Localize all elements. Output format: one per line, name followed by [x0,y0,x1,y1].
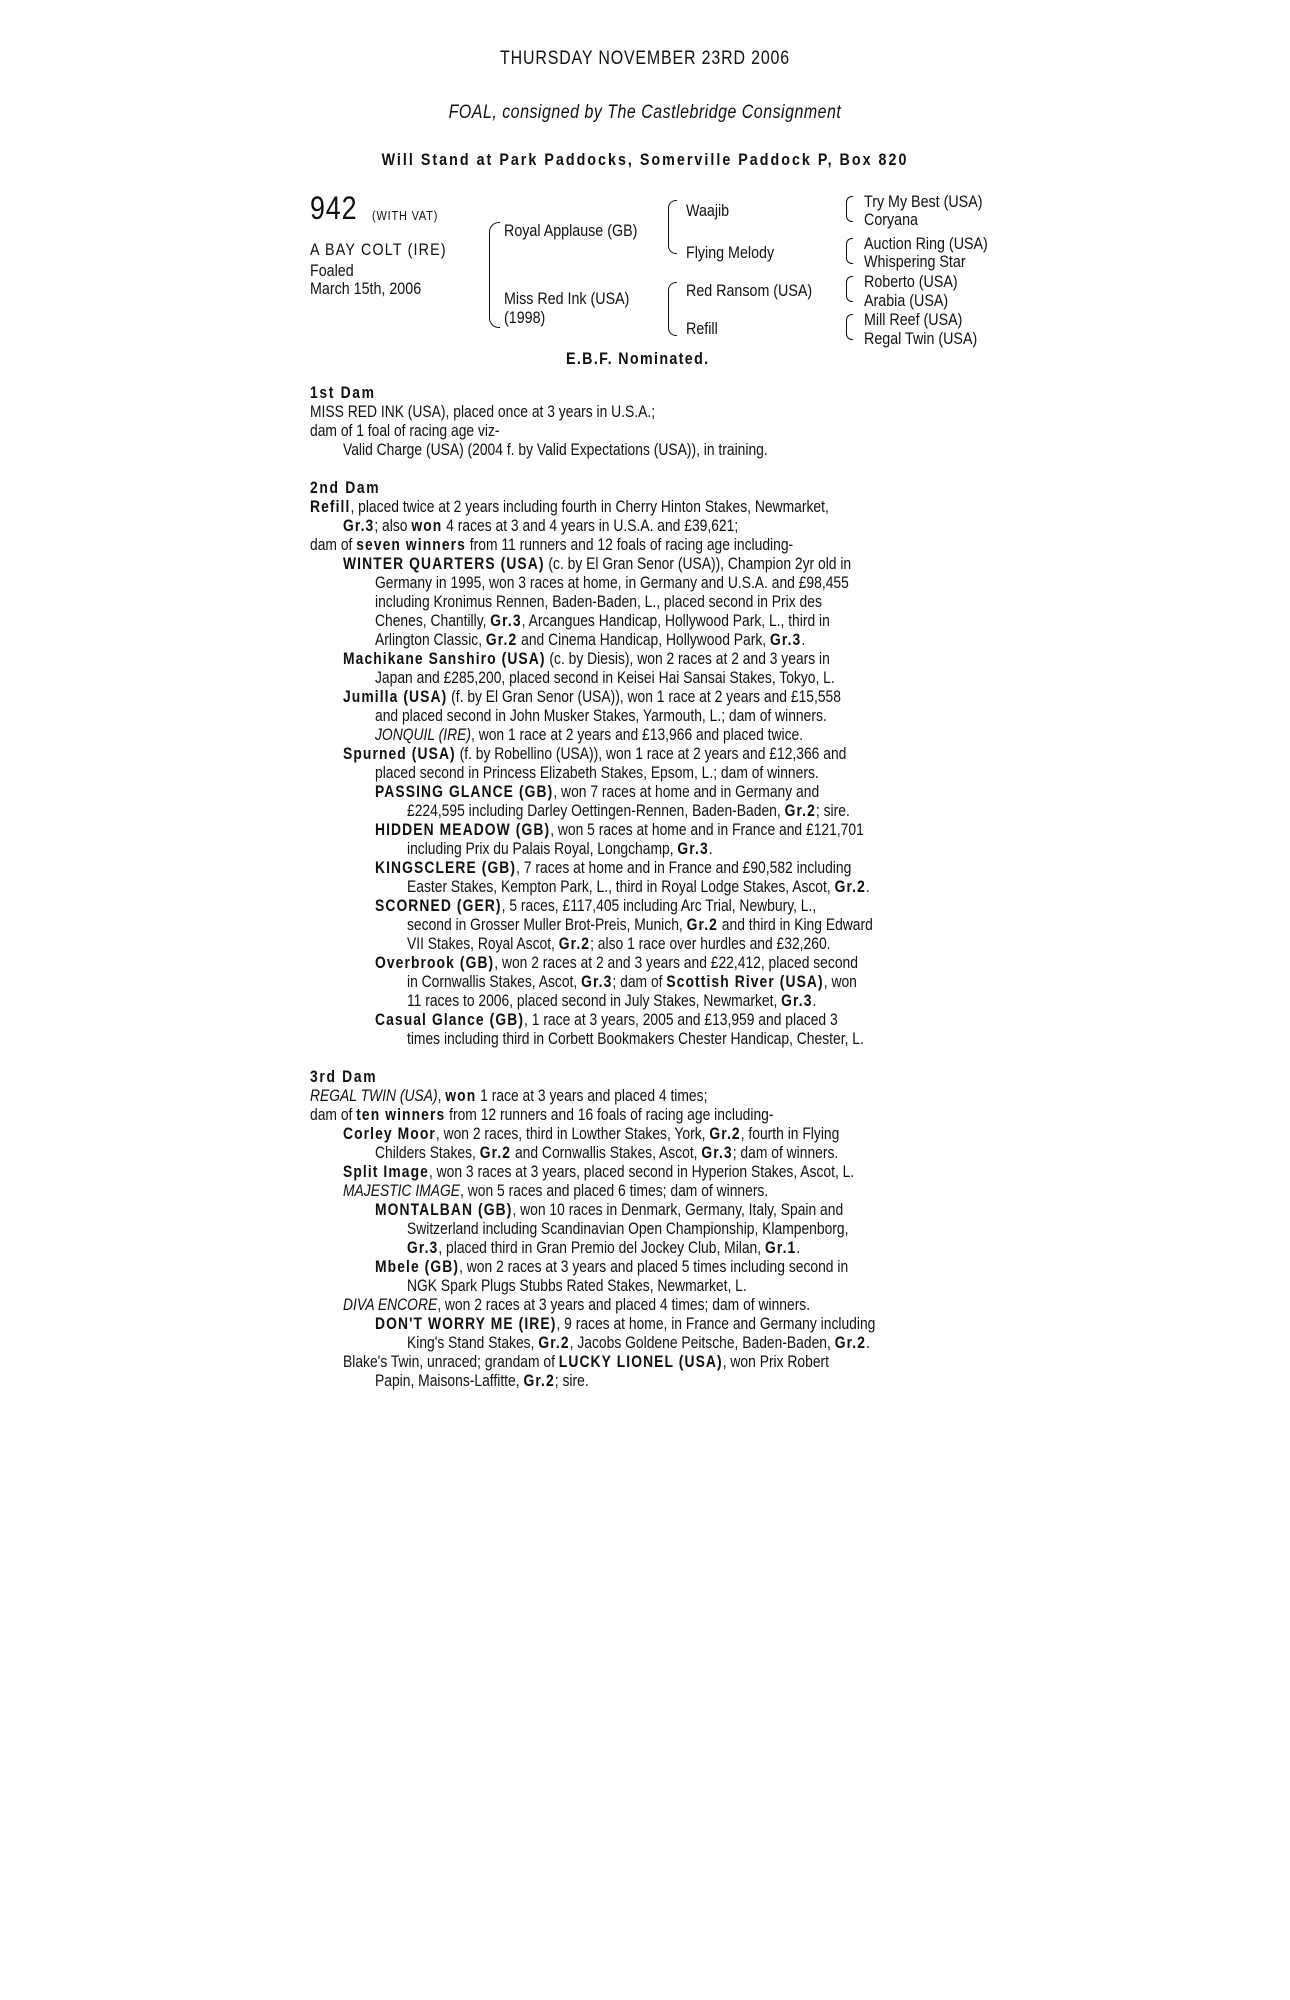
progeny-entry: VII Stakes, Royal Ascot, Gr.2; also 1 race over hurdles and £32,260. [407,935,831,953]
progeny-entry: Casual Glance (GB), 1 race at 3 years, 2005 and £13,959 and placed 3 [375,1011,838,1029]
progeny-entry: and placed second in John Musker Stakes, Yarmouth, L.; dam of winners. [375,707,827,725]
sire-brace [668,200,677,254]
location-line: Will Stand at Park Paddocks, Somerville Paddock P, Box 820 [381,150,909,169]
vat-note: (WITH VAT) [372,208,439,223]
progeny-entry: placed second in Princess Elizabeth Stakes, Epsom, L.; dam of winners. [375,764,819,782]
progeny-entry: SCORNED (GER), 5 races, £117,405 including Arc Trial, Newbury, L., [375,897,817,915]
ggp-brace-4 [846,314,853,340]
progeny-entry: Arlington Classic, Gr.2 and Cinema Handicap, Hollywood Park, Gr.3. [375,631,806,649]
progeny-entry: Gr.3, placed third in Gran Premio del Jockey Club, Milan, Gr.1. [407,1239,801,1257]
progeny-entry: NGK Spark Plugs Stubbs Rated Stakes, Newmarket, L. [407,1277,747,1295]
ebf-nomination: E.B.F. Nominated. [566,349,710,368]
ggp-brace-2 [846,238,853,264]
progeny-entry: HIDDEN MEADOW (GB), won 5 races at home and in France and £121,701 [375,821,864,839]
sire-name: Royal Applause (GB) [504,221,638,240]
sire-dam-brace [489,222,500,328]
progeny-entry: King's Stand Stakes, Gr.2, Jacobs Goldene Peitsche, Baden-Baden, Gr.2. [407,1334,870,1352]
ggp-name: Arabia (USA) [864,291,949,310]
second-dam-line: Refill, placed twice at 2 years including fourth in Cherry Hinton Stakes, Newmarket, [310,498,829,516]
progeny-entry: Jumilla (USA) (f. by El Gran Senor (USA)), won 1 race at 2 years and £15,558 [343,688,841,706]
first-dam-line: MISS RED INK (USA), placed once at 3 years in U.S.A.; [310,403,656,421]
foaled-date: March 15th, 2006 [310,279,422,298]
third-dam-line: dam of ten winners from 12 runners and 16 foals of racing age including- [310,1106,774,1124]
progeny-entry: Overbrook (GB), won 2 races at 2 and 3 years and £22,412, placed second [375,954,858,972]
sire-dam: Flying Melody [686,243,775,262]
progeny-entry: Childers Stakes, Gr.2 and Cornwallis Stakes, Ascot, Gr.3; dam of winners. [375,1144,839,1162]
progeny-entry: Spurned (USA) (f. by Robellino (USA)), won 1 race at 2 years and £12,366 and [343,745,847,763]
progeny-entry: KINGSCLERE (GB), 7 races at home and in France and £90,582 including [375,859,852,877]
first-dam-line: dam of 1 foal of racing age viz- [310,422,500,440]
progeny-entry: Chenes, Chantilly, Gr.3, Arcangues Handicap, Hollywood Park, L., third in [375,612,830,630]
dam-sire: Red Ransom (USA) [686,281,813,300]
ggp-name: Auction Ring (USA) [864,234,988,253]
progeny-entry: Split Image, won 3 races at 3 years, placed second in Hyperion Stakes, Ascot, L. [343,1163,855,1181]
progeny-entry: Japan and £285,200, placed second in Keisei Hai Sansai Stakes, Tokyo, L. [375,669,835,687]
progeny-entry: Mbele (GB), won 2 races at 3 years and placed 5 times including second in [375,1258,849,1276]
progeny-entry: Germany in 1995, won 3 races at home, in Germany and U.S.A. and £98,455 [375,574,849,592]
progeny-entry: £224,595 including Darley Oettingen-Rennen, Baden-Baden, Gr.2; sire. [407,802,850,820]
progeny-entry: Corley Moor, won 2 races, third in Lowther Stakes, York, Gr.2, fourth in Flying [343,1125,840,1143]
progeny-entry: MONTALBAN (GB), won 10 races in Denmark, Germany, Italy, Spain and [375,1201,844,1219]
lot-description: A BAY COLT (IRE) [310,240,447,259]
progeny-entry: Machikane Sanshiro (USA) (c. by Diesis), won 2 races at 2 and 3 years in [343,650,830,668]
progeny-entry: in Cornwallis Stakes, Ascot, Gr.3; dam of Scottish River (USA), won [407,973,857,991]
progeny-entry: DON'T WORRY ME (IRE), 9 races at home, in France and Germany including [375,1315,876,1333]
progeny-entry: PASSING GLANCE (GB), won 7 races at home and in Germany and [375,783,820,801]
progeny-entry: WINTER QUARTERS (USA) (c. by El Gran Senor (USA)), Champion 2yr old in [343,555,852,573]
progeny-entry: 11 races to 2006, placed second in July Stakes, Newmarket, Gr.3. [407,992,817,1010]
ggp-name: Whispering Star [864,252,966,271]
second-dam-line: dam of seven winners from 11 runners and 12 foals of racing age including- [310,536,794,554]
progeny-entry: second in Grosser Muller Brot-Preis, Munich, Gr.2 and third in King Edward [407,916,873,934]
ggp-name: Try My Best (USA) [864,192,983,211]
first-dam-line: Valid Charge (USA) (2004 f. by Valid Expectations (USA)), in training. [343,441,768,459]
dam-year: (1998) [504,308,546,327]
foaled-label: Foaled [310,261,354,280]
progeny-entry: times including third in Corbett Bookmakers Chester Handicap, Chester, L. [407,1030,864,1048]
progeny-entry: DIVA ENCORE, won 2 races at 3 years and placed 4 times; dam of winners. [343,1296,811,1314]
progeny-entry: JONQUIL (IRE), won 1 race at 2 years and £13,966 and placed twice. [375,726,804,744]
third-dam-heading: 3rd Dam [310,1068,378,1086]
progeny-entry: Easter Stakes, Kempton Park, L., third in Royal Lodge Stakes, Ascot, Gr.2. [407,878,870,896]
first-dam-heading: 1st Dam [310,384,376,402]
ggp-name: Roberto (USA) [864,272,958,291]
ggp-name: Coryana [864,210,918,229]
progeny-entry: Papin, Maisons-Laffitte, Gr.2; sire. [375,1372,589,1390]
sale-date: THURSDAY NOVEMBER 23RD 2006 [500,48,790,69]
third-dam-line: REGAL TWIN (USA), won 1 race at 3 years and placed 4 times; [310,1087,708,1105]
ggp-name: Regal Twin (USA) [864,329,978,348]
second-dam-heading: 2nd Dam [310,479,381,497]
consignment-line: FOAL, consigned by The Castlebridge Consignment [448,102,842,123]
ggp-brace-1 [846,196,853,222]
second-dam-line: Gr.3; also won 4 races at 3 and 4 years in U.S.A. and £39,621; [343,517,739,535]
progeny-entry: Switzerland including Scandinavian Open Championship, Klampenborg, [407,1220,849,1238]
progeny-entry: including Kronimus Rennen, Baden-Baden, L., placed second in Prix des [375,593,822,611]
progeny-entry: MAJESTIC IMAGE, won 5 races and placed 6 times; dam of winners. [343,1182,769,1200]
ggp-brace-3 [846,276,853,302]
ggp-name: Mill Reef (USA) [864,310,963,329]
progeny-entry: Blake's Twin, unraced; grandam of LUCKY LIONEL (USA), won Prix Robert [343,1353,830,1371]
dam-brace [668,282,677,336]
dam-dam: Refill [686,319,718,338]
sire-sire: Waajib [686,201,730,220]
dam-name: Miss Red Ink (USA) [504,289,630,308]
progeny-entry: including Prix du Palais Royal, Longchamp, Gr.3. [407,840,713,858]
lot-number: 942 [310,190,358,226]
